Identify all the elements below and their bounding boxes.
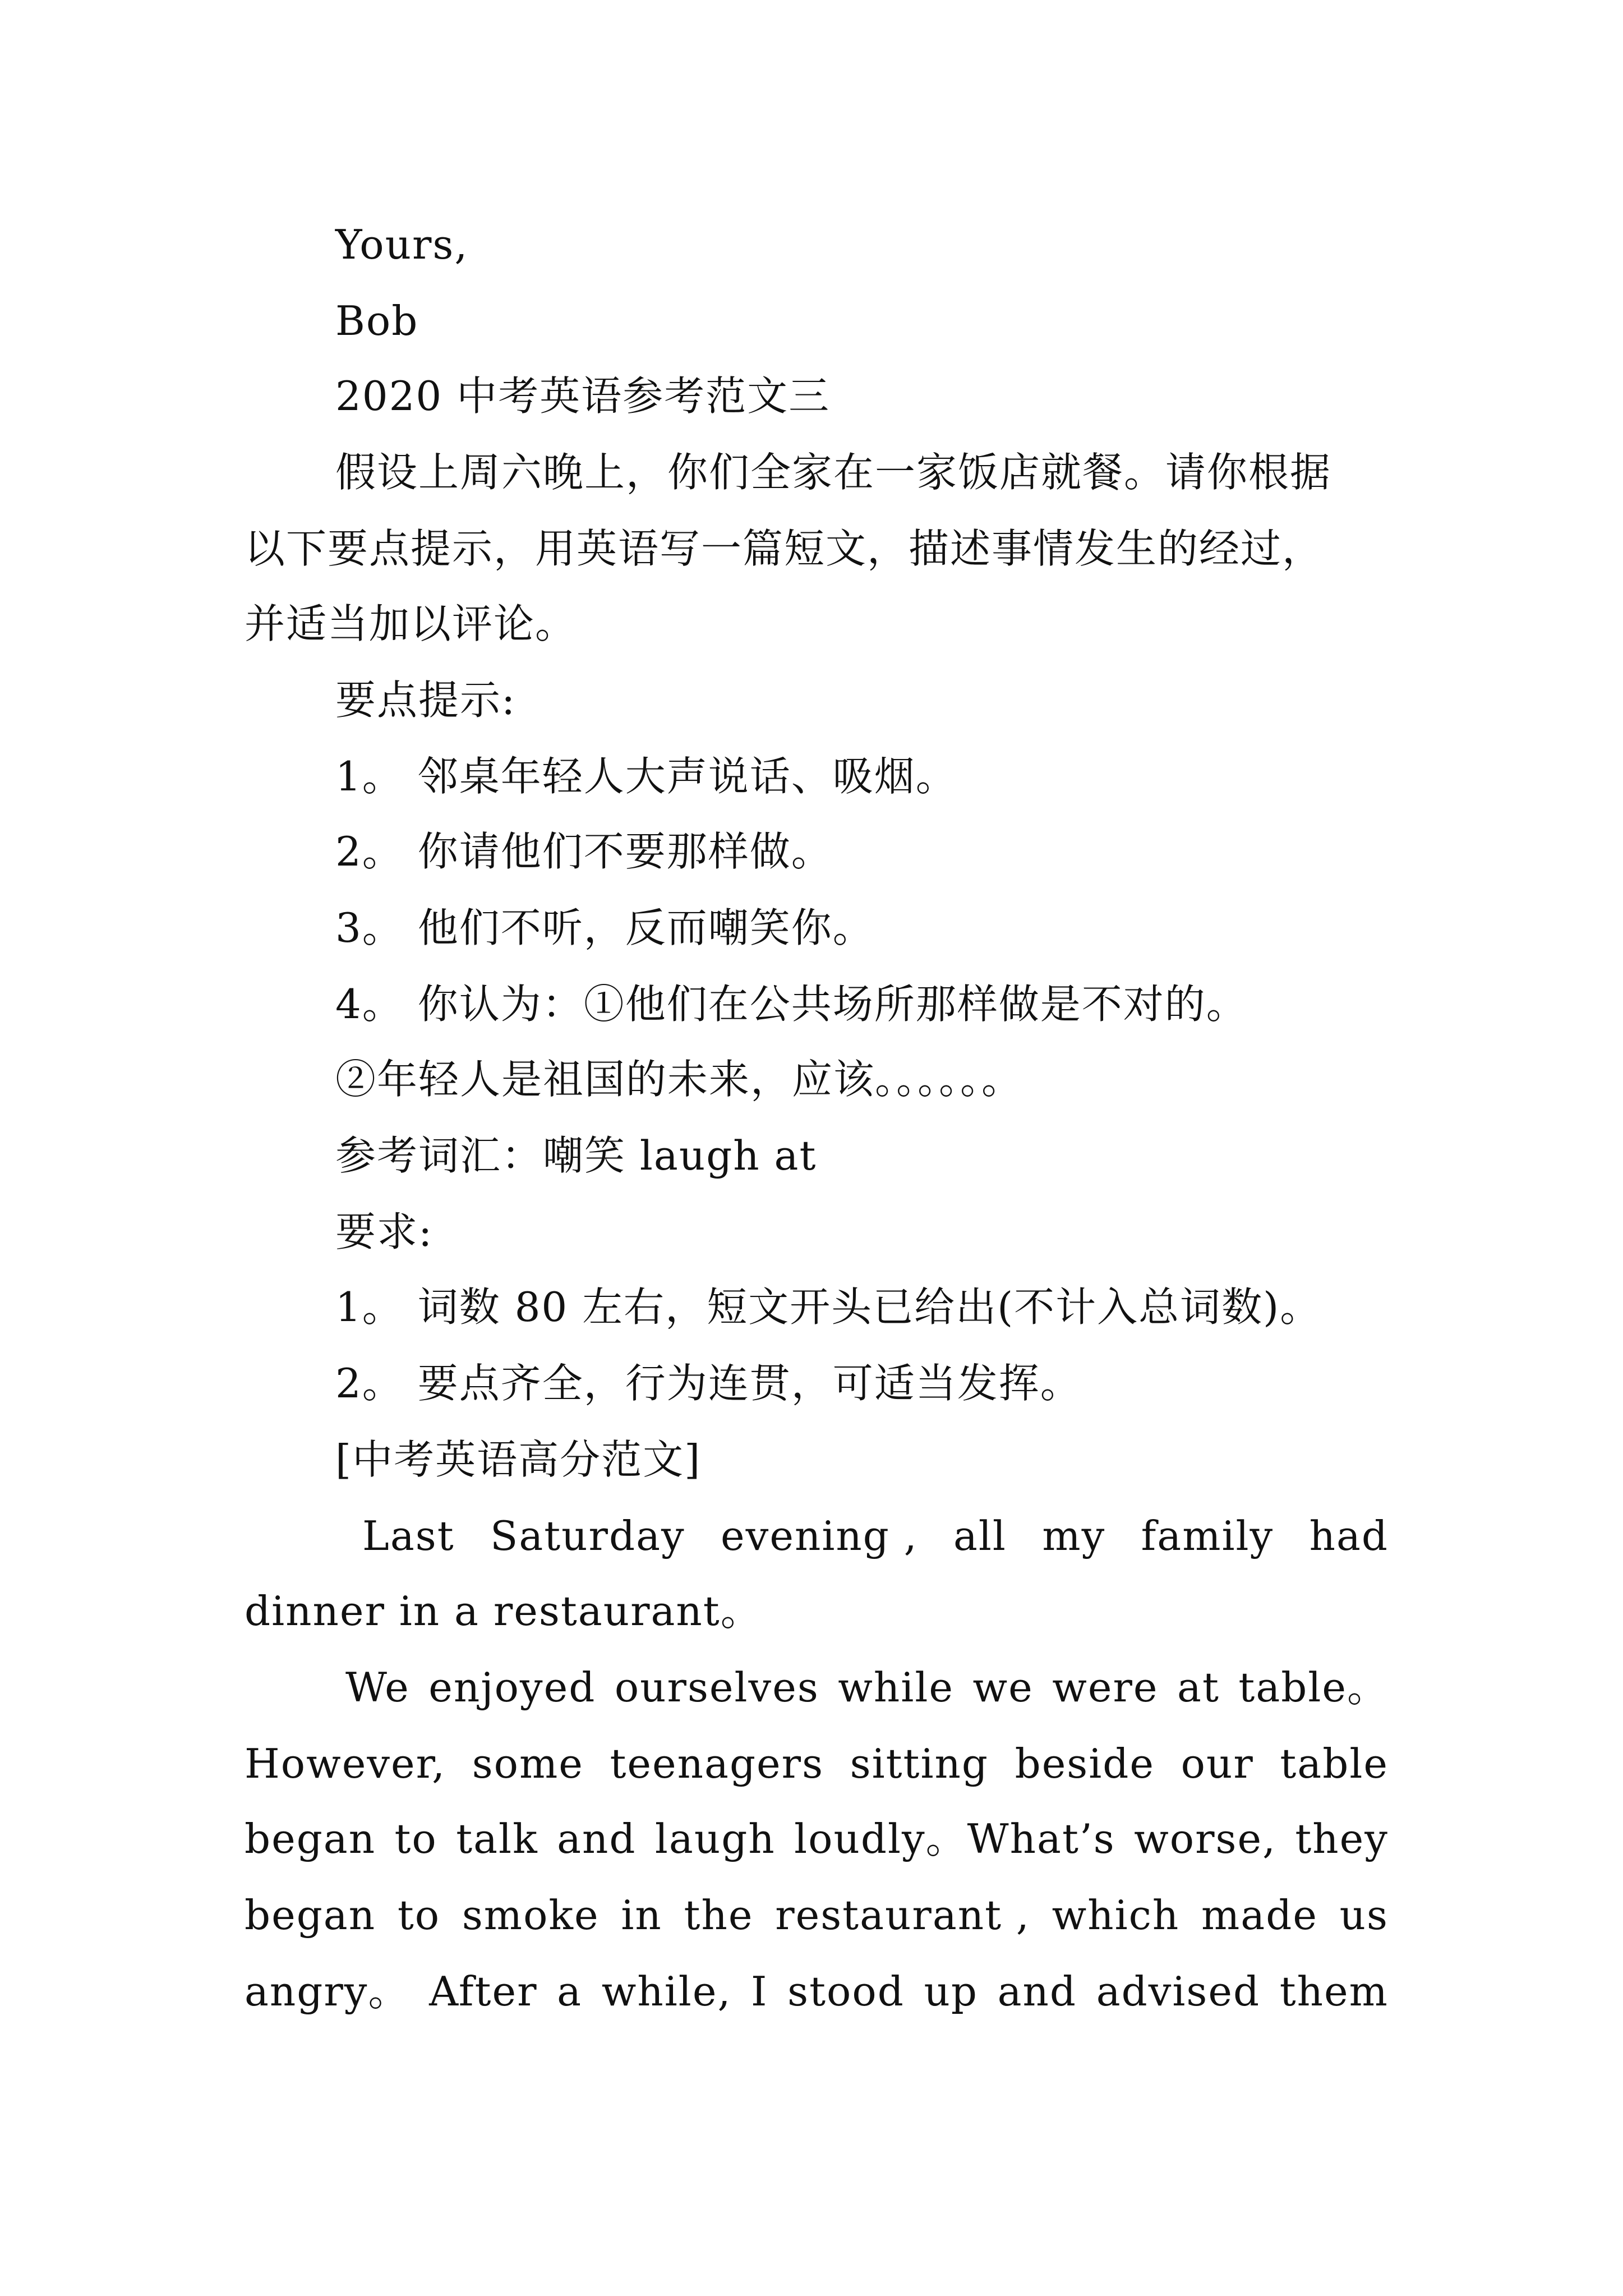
- essay-p1-line-2: dinner in a restaurant。: [245, 1588, 762, 1635]
- essay-word: table。: [1238, 1664, 1389, 1711]
- essay-word: some: [472, 1740, 584, 1787]
- essay-word: beside: [1015, 1740, 1155, 1787]
- requirement-2: 2。 要点齐全，行为连贯，可适当发挥。: [335, 1360, 1082, 1407]
- key-point-4-sub: ②年轻人是祖国的未来，应该。。。。。。: [335, 1056, 1023, 1103]
- essay-word: which: [1052, 1892, 1180, 1939]
- essay-word: laugh: [654, 1815, 776, 1862]
- essay-word: restaurant ,: [775, 1892, 1030, 1939]
- essay-word: advised: [1096, 1968, 1261, 2015]
- essay-title: [中考英语高分范文]: [335, 1436, 702, 1483]
- essay-word: a: [557, 1968, 583, 2015]
- essay-p2-line-3: [245, 1812, 1389, 1866]
- essay-word: ourselves: [614, 1664, 819, 1711]
- prompt-line-2: 以下要点提示，用英语写一篇短文，描述事情发生的经过，: [245, 525, 1324, 572]
- letter-signature: Bob: [335, 297, 419, 344]
- prompt-line-3: 并适当加以评论。: [245, 600, 577, 647]
- key-point-3: 3。 他们不听，反而嘲笑你。: [335, 904, 874, 951]
- essay-word: family: [1141, 1512, 1274, 1559]
- essay-word: talk: [456, 1815, 538, 1862]
- essay-word: However,: [245, 1740, 446, 1787]
- essay-p2-line-5: [245, 1964, 1389, 2018]
- essay-word: in: [621, 1892, 662, 1939]
- essay-word: had: [1309, 1512, 1389, 1559]
- essay-word: stood: [787, 1968, 905, 2015]
- essay-word: I: [751, 1968, 768, 2015]
- essay-word: my: [1042, 1512, 1106, 1559]
- section-heading: 2020 中考英语参考范文三: [335, 372, 831, 420]
- essay-word: all: [953, 1512, 1007, 1559]
- key-point-4: 4。 你认为：①他们在公共场所那样做是不对的。: [335, 981, 1248, 1028]
- essay-p2-line-1: [345, 1660, 1389, 1714]
- essay-word: us: [1339, 1892, 1389, 1939]
- prompt-line-1: 假设上周六晚上，你们全家在一家饭店就餐。请你根据: [335, 449, 1332, 496]
- key-point-2: 2。 你请他们不要那样做。: [335, 828, 833, 875]
- key-points-title: 要点提示:: [335, 677, 517, 724]
- essay-word: began: [245, 1892, 376, 1939]
- essay-word: while,: [601, 1968, 732, 2015]
- letter-closing: Yours,: [335, 221, 469, 268]
- essay-word: enjoyed: [428, 1664, 596, 1711]
- essay-p2-line-4: [245, 1888, 1389, 1942]
- essay-word: and: [997, 1968, 1077, 2015]
- essay-word: began: [245, 1815, 376, 1862]
- essay-word: After: [429, 1968, 538, 2015]
- essay-word: them: [1279, 1968, 1389, 2015]
- essay-word: they: [1295, 1815, 1389, 1862]
- essay-word: made: [1201, 1892, 1318, 1939]
- essay-p2-line-2: [245, 1737, 1389, 1791]
- essay-word: were: [1052, 1664, 1159, 1711]
- essay-word: evening ,: [721, 1512, 918, 1559]
- essay-word: sitting: [850, 1740, 989, 1787]
- essay-word: worse,: [1134, 1815, 1276, 1862]
- essay-word: and: [557, 1815, 637, 1862]
- essay-word: while: [838, 1664, 954, 1711]
- essay-p1-line-1: [362, 1509, 1389, 1563]
- essay-word: loudly。What’s: [794, 1815, 1115, 1862]
- requirements-title: 要求:: [335, 1208, 434, 1255]
- essay-word: We: [345, 1664, 410, 1711]
- essay-word: the: [684, 1892, 754, 1939]
- essay-word: Saturday: [490, 1512, 685, 1559]
- essay-word: teenagers: [610, 1740, 824, 1787]
- essay-word: to: [394, 1815, 437, 1862]
- vocabulary-hint: 参考词汇：嘲笑 laugh at: [335, 1132, 817, 1179]
- essay-word: up: [924, 1968, 978, 2015]
- essay-word: smoke: [462, 1892, 600, 1939]
- essay-word: table: [1280, 1740, 1389, 1787]
- essay-word: our: [1181, 1740, 1254, 1787]
- essay-word: we: [972, 1664, 1034, 1711]
- essay-word: angry。: [245, 1968, 410, 2015]
- key-point-1: 1。 邻桌年轻人大声说话、吸烟。: [335, 753, 957, 800]
- essay-word: Last: [362, 1512, 455, 1559]
- essay-word: at: [1177, 1664, 1220, 1711]
- requirement-1: 1。 词数 80 左右，短文开头已给出(不计入总词数)。: [335, 1283, 1322, 1331]
- essay-word: to: [397, 1892, 441, 1939]
